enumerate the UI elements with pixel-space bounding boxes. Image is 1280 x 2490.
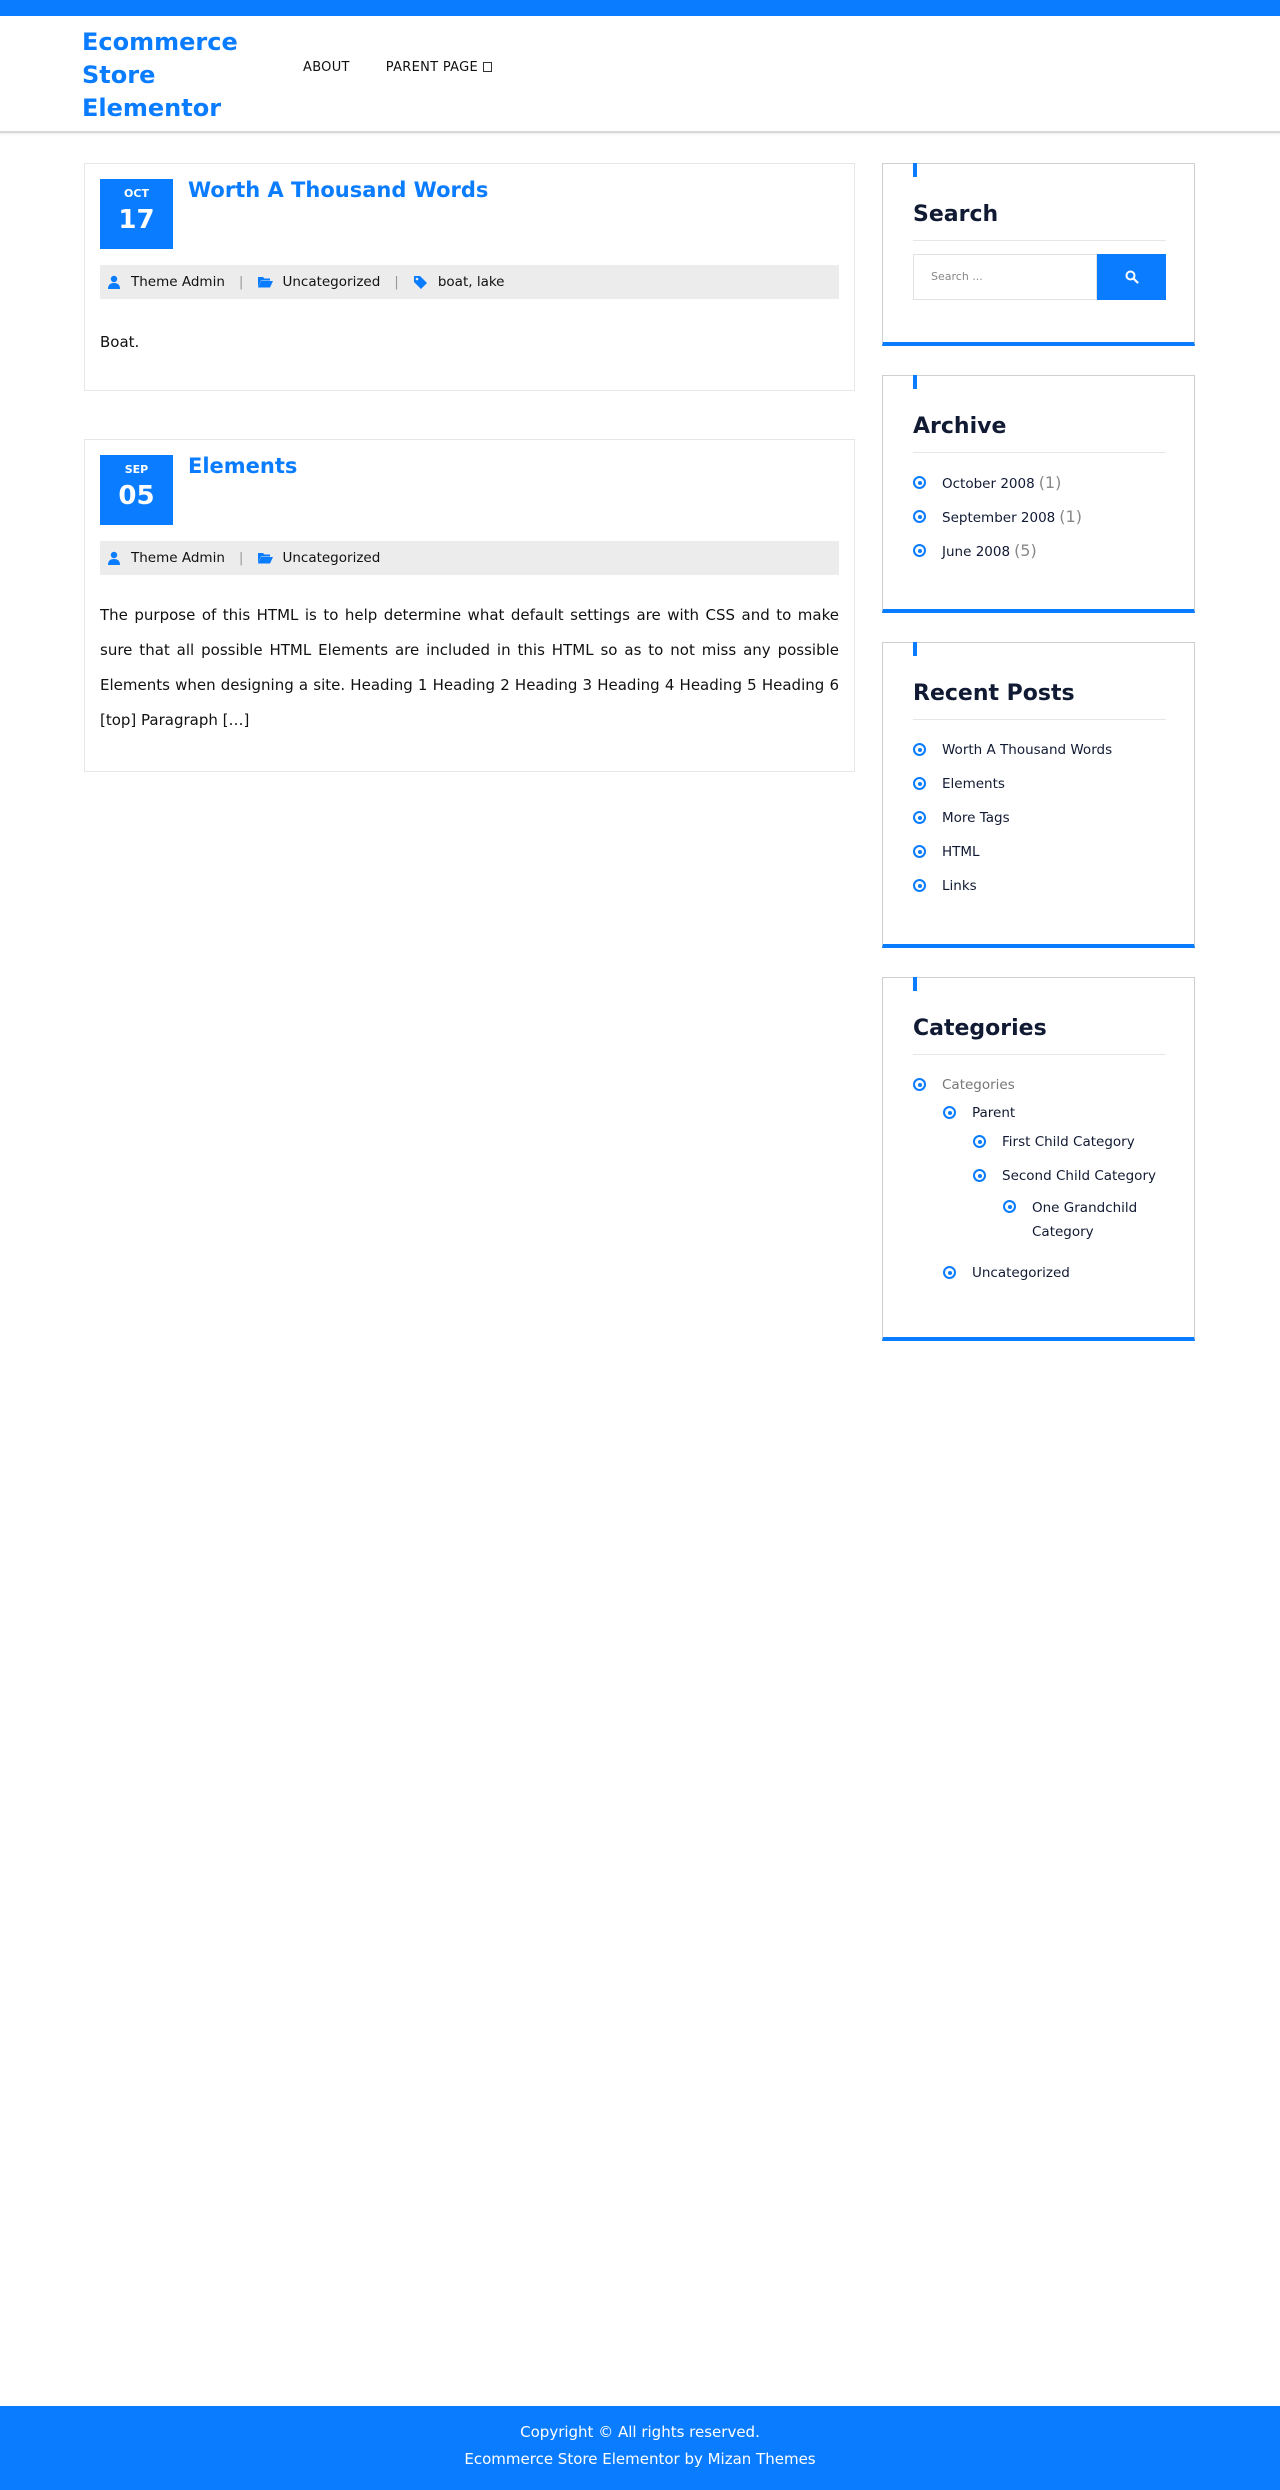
site-header (0, 16, 1280, 133)
meta-separator: | (238, 274, 244, 290)
post-title-link[interactable]: Elements (188, 454, 298, 478)
post-title-link[interactable]: Worth A Thousand Words (188, 178, 489, 202)
dot-circle-icon (913, 1078, 926, 1091)
post-author[interactable] (106, 550, 225, 566)
folder-open-icon (257, 551, 273, 565)
widget-title: Recent Posts (913, 681, 1075, 706)
top-accent-bar (0, 0, 1280, 16)
site-footer (0, 2406, 1280, 2490)
categories-widget (882, 977, 1195, 1341)
grandchild-line-2[interactable]: Category (1032, 1224, 1094, 1240)
meta-separator: | (394, 274, 399, 290)
dot-circle-icon (913, 544, 926, 557)
post-card (84, 439, 855, 772)
post-date-badge (100, 179, 173, 249)
post-category[interactable] (257, 274, 380, 290)
post-meta-bar (100, 541, 839, 575)
search-icon (1125, 270, 1139, 284)
archive-widget (882, 375, 1195, 613)
post-tags-list[interactable]: boat, lake (437, 274, 505, 290)
widget-accent (913, 375, 917, 389)
post-tags[interactable] (413, 274, 505, 290)
list-item[interactable] (913, 508, 1082, 542)
search-button[interactable] (1097, 254, 1166, 300)
site-title-line-2[interactable]: Store (82, 61, 156, 89)
search-input[interactable]: Search ... (913, 254, 1097, 300)
post-month: OCT (124, 187, 149, 200)
widget-title: Archive (913, 414, 1007, 439)
nav-parent-page-label[interactable]: PARENT PAGE (385, 60, 478, 75)
widget-title-divider (913, 240, 1166, 241)
widget-title-divider (913, 1054, 1166, 1055)
post-category-name[interactable]: Uncategorized (282, 550, 381, 566)
post-month: SEP (124, 463, 149, 476)
recent-post-link[interactable]: More Tags (942, 810, 1010, 826)
post-category[interactable] (257, 550, 380, 566)
list-item[interactable] (1003, 1196, 1166, 1264)
list-item[interactable] (913, 1076, 1166, 1104)
list-item[interactable] (973, 1167, 1166, 1196)
footer-credit-link[interactable]: Ecommerce Store Elementor by Mizan Themes (464, 2450, 816, 2468)
dot-circle-icon (943, 1106, 956, 1119)
nav-parent-page[interactable] (386, 60, 492, 75)
list-item[interactable] (913, 741, 1112, 775)
grandchild-line-1[interactable]: One Grandchild (1032, 1200, 1138, 1216)
archive-list (913, 474, 1082, 576)
nav-about[interactable]: ABOUT (303, 60, 350, 75)
widget-accent (913, 642, 917, 656)
archive-link[interactable]: October 2008 (942, 476, 1035, 492)
site-logo[interactable] (82, 26, 242, 125)
list-item[interactable] (913, 474, 1082, 508)
category-link[interactable]: Parent (972, 1105, 1016, 1121)
dropdown-glyph-icon[interactable] (483, 62, 492, 72)
post-author[interactable] (106, 274, 225, 290)
dot-circle-icon (913, 476, 926, 489)
list-item[interactable] (913, 542, 1082, 576)
list-item[interactable] (943, 1104, 1166, 1133)
dot-circle-icon (943, 1266, 956, 1279)
category-link[interactable] (1032, 1200, 1137, 1240)
dot-circle-icon (913, 743, 926, 756)
list-item[interactable] (913, 775, 1112, 809)
post-author-name[interactable]: Theme Admin (131, 274, 225, 290)
recent-post-link[interactable]: Elements (942, 776, 1005, 792)
widget-title: Categories (913, 1016, 1047, 1041)
archive-count: (5) (1014, 541, 1037, 560)
site-title-line-3[interactable]: Elementor (82, 94, 222, 122)
list-item[interactable] (973, 1133, 1166, 1167)
archive-link[interactable]: June 2008 (942, 544, 1011, 560)
meta-separator: | (238, 550, 244, 566)
widget-accent (913, 977, 917, 991)
recent-posts-list (913, 741, 1112, 911)
recent-post-link[interactable]: Links (942, 878, 977, 894)
dot-circle-icon (913, 777, 926, 790)
post-author-name[interactable]: Theme Admin (131, 550, 225, 566)
post-card (84, 163, 855, 391)
archive-link[interactable]: September 2008 (942, 510, 1056, 526)
post-day: 05 (118, 481, 155, 511)
list-item[interactable] (913, 877, 1112, 911)
widget-title-divider (913, 452, 1166, 453)
post-excerpt: Boat. (100, 333, 140, 351)
dot-circle-icon (913, 510, 926, 523)
post-excerpt: The purpose of this HTML is to help determine what default settings are with CSS and to make sure that all possible HTML Elements are included in this HTML so as to not miss any possible Elements when designing a site. Heading 1 Heading 2 Heading 3 Heading 4 Heading 5 Heading 6 [top] Paragraph […] (100, 606, 839, 729)
post-day: 17 (118, 205, 155, 235)
user-icon (106, 551, 122, 565)
dot-circle-icon (913, 811, 926, 824)
list-item[interactable] (913, 809, 1112, 843)
list-item[interactable] (913, 843, 1112, 877)
recent-post-link[interactable]: Worth A Thousand Words (942, 742, 1113, 758)
footer-copyright: Copyright © All rights reserved. (520, 2423, 760, 2441)
main-nav (303, 60, 492, 75)
category-link[interactable]: Uncategorized (972, 1265, 1070, 1281)
dot-circle-icon (973, 1135, 986, 1148)
site-title-line-1[interactable]: Ecommerce (82, 28, 238, 56)
archive-count: (1) (1059, 507, 1082, 526)
tags-icon (413, 275, 429, 289)
recent-posts-widget (882, 642, 1195, 948)
widget-title: Search (913, 202, 999, 227)
post-category-name[interactable]: Uncategorized (282, 274, 381, 290)
widget-accent (913, 163, 917, 177)
list-item[interactable] (943, 1264, 1166, 1298)
post-meta-bar (100, 265, 839, 299)
post-date-badge (100, 455, 173, 525)
folder-open-icon (257, 275, 273, 289)
categories-list (913, 1076, 1166, 1298)
search-widget (882, 163, 1195, 346)
widget-title-divider (913, 719, 1166, 720)
dot-circle-icon (1003, 1200, 1016, 1213)
dot-circle-icon (913, 879, 926, 892)
user-icon (106, 275, 122, 289)
dot-circle-icon (973, 1169, 986, 1182)
category-link[interactable]: Second Child Category (1002, 1168, 1156, 1184)
archive-count: (1) (1038, 473, 1062, 492)
category-root-label[interactable]: Categories (942, 1077, 1015, 1093)
recent-post-link[interactable]: HTML (942, 844, 980, 860)
dot-circle-icon (913, 845, 926, 858)
category-link[interactable]: First Child Category (1002, 1134, 1135, 1150)
